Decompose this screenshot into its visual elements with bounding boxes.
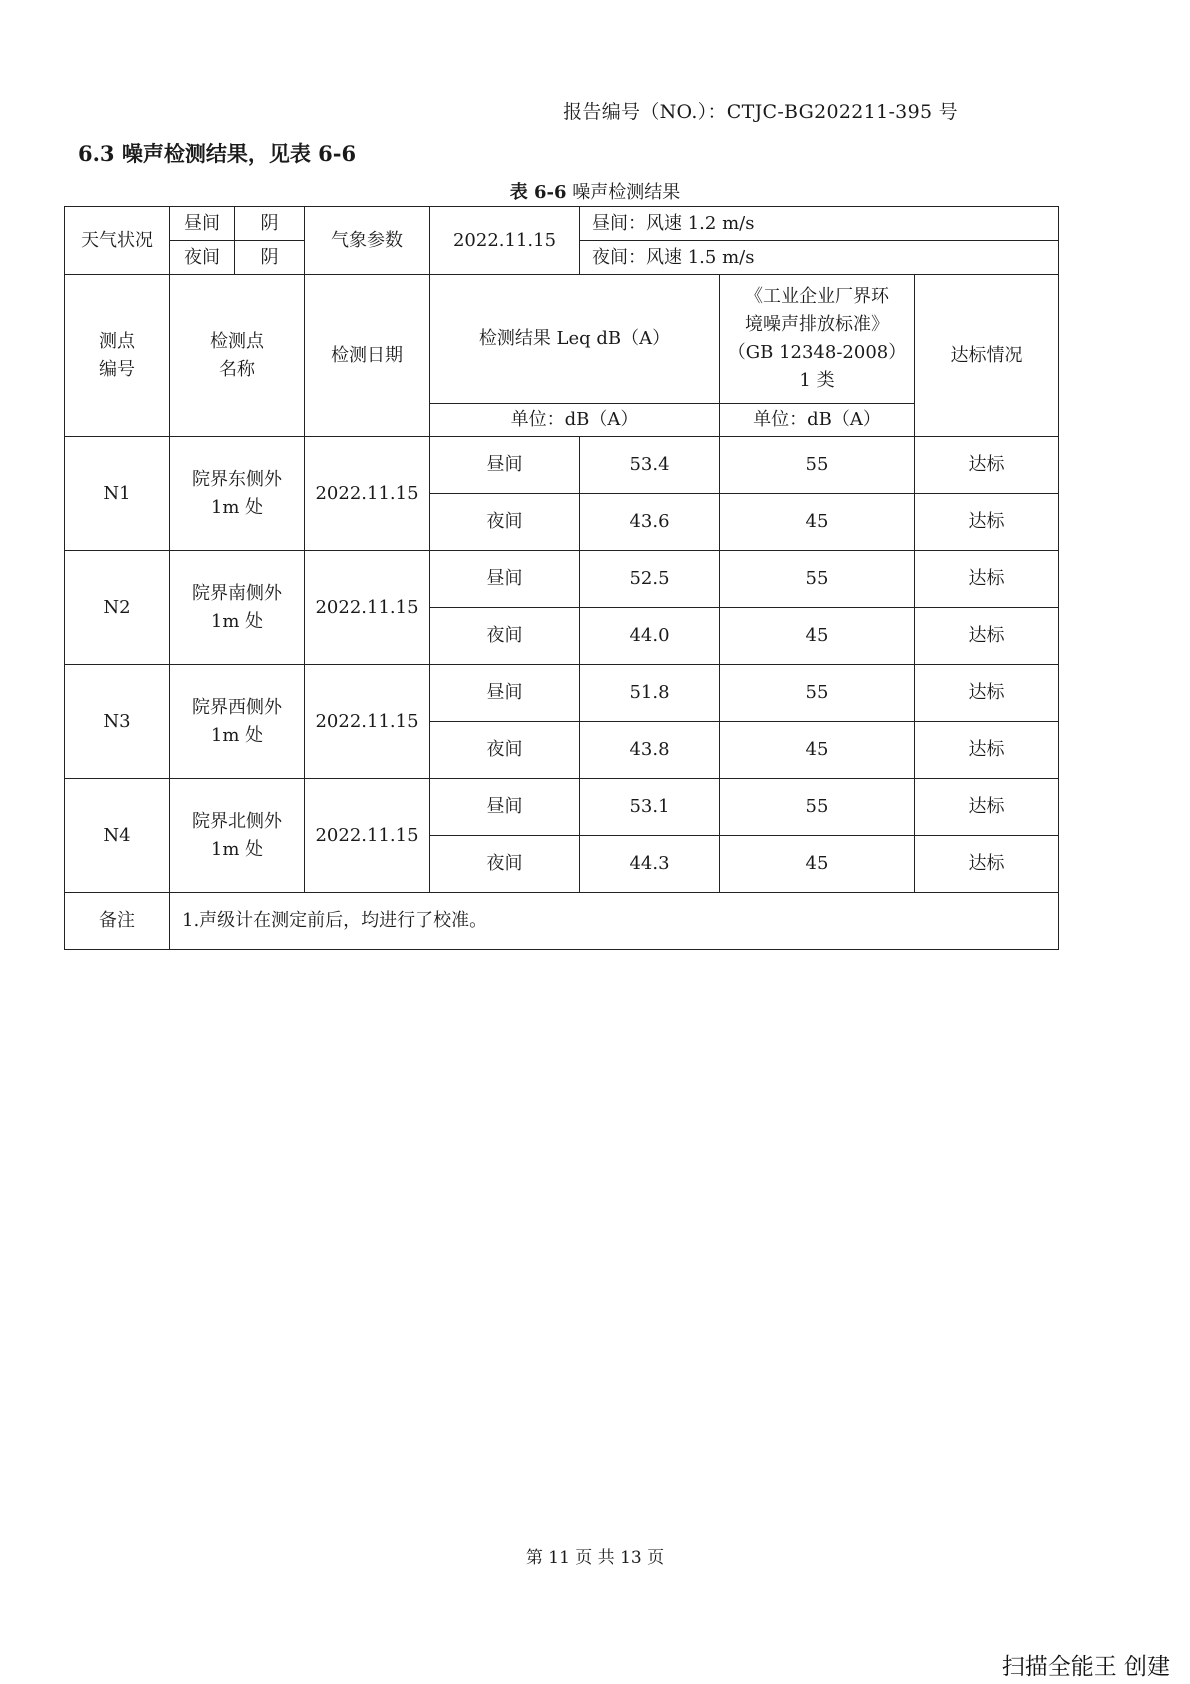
- unit-standard: 单位：dB（A）: [720, 404, 915, 437]
- page-footer: 第 11 页 共 13 页: [525, 1548, 665, 1568]
- table-caption: [0, 178, 1190, 204]
- limit-value: 45: [720, 608, 915, 665]
- weather-label: 天气状况: [65, 207, 170, 275]
- period-label: 夜间: [430, 722, 580, 779]
- remark-label: 备注: [65, 893, 170, 950]
- point-name: 院界东侧外 1m 处: [170, 437, 305, 551]
- measured-value: 53.4: [580, 437, 720, 494]
- day-wind: 昼间：风速 1.2 m/s: [580, 207, 1059, 241]
- header-compliance: 达标情况: [915, 275, 1059, 437]
- point-id: N2: [65, 551, 170, 665]
- measured-value: 53.1: [580, 779, 720, 836]
- table-row: [65, 437, 1059, 494]
- point-name: 院界北侧外 1m 处: [170, 779, 305, 893]
- night-wind: 夜间：风速 1.5 m/s: [580, 241, 1059, 275]
- remark-row: [65, 893, 1059, 950]
- limit-value: 45: [720, 836, 915, 893]
- measured-value: 44.0: [580, 608, 720, 665]
- period-label: 昼间: [430, 437, 580, 494]
- compliance-status: 达标: [915, 722, 1059, 779]
- weather-night-value: 阴: [235, 241, 305, 275]
- header-point-name: 检测点 名称: [170, 275, 305, 437]
- measured-value: 51.8: [580, 665, 720, 722]
- weather-night-label: 夜间: [170, 241, 235, 275]
- point-name: 院界南侧外 1m 处: [170, 551, 305, 665]
- compliance-status: 达标: [915, 665, 1059, 722]
- scanner-watermark: 扫描全能王 创建: [1001, 1654, 1170, 1680]
- header-result: 检测结果 Leq dB（A）: [430, 275, 720, 404]
- period-label: 昼间: [430, 779, 580, 836]
- compliance-status: 达标: [915, 779, 1059, 836]
- measured-value: 44.3: [580, 836, 720, 893]
- weather-day-label: 昼间: [170, 207, 235, 241]
- header-standard: 《工业企业厂界环 境噪声排放标准》 （GB 12348-2008） 1 类: [720, 275, 915, 404]
- period-label: 昼间: [430, 665, 580, 722]
- weather-day-value: 阴: [235, 207, 305, 241]
- point-date: 2022.11.15: [305, 665, 430, 779]
- point-date: 2022.11.15: [305, 551, 430, 665]
- measured-value: 43.6: [580, 494, 720, 551]
- remark-text: 1.声级计在测定前后，均进行了校准。: [170, 893, 1059, 950]
- measured-value: 52.5: [580, 551, 720, 608]
- compliance-status: 达标: [915, 551, 1059, 608]
- meteo-date: 2022.11.15: [430, 207, 580, 275]
- compliance-status: 达标: [915, 494, 1059, 551]
- compliance-status: 达标: [915, 608, 1059, 665]
- header-date: 检测日期: [305, 275, 430, 437]
- measured-value: 43.8: [580, 722, 720, 779]
- table-header-row: [65, 275, 1059, 404]
- header-point-no: 测点 编号: [65, 275, 170, 437]
- limit-value: 55: [720, 665, 915, 722]
- report-number: 报告编号（NO.）：CTJC-BG202211-395 号: [563, 101, 958, 123]
- limit-value: 55: [720, 779, 915, 836]
- table-row: [65, 551, 1059, 608]
- meteo-label: 气象参数: [305, 207, 430, 275]
- compliance-status: 达标: [915, 437, 1059, 494]
- limit-value: 45: [720, 722, 915, 779]
- table-row: [65, 665, 1059, 722]
- period-label: 夜间: [430, 836, 580, 893]
- table-caption-number: 表 6-6: [509, 182, 567, 203]
- section-title: 6.3 噪声检测结果，见表 6-6: [78, 141, 357, 166]
- limit-value: 55: [720, 437, 915, 494]
- unit-result: 单位：dB（A）: [430, 404, 720, 437]
- point-date: 2022.11.15: [305, 437, 430, 551]
- limit-value: 55: [720, 551, 915, 608]
- weather-row-day: [65, 207, 1059, 241]
- table-caption-title: 噪声检测结果: [572, 182, 681, 203]
- limit-value: 45: [720, 494, 915, 551]
- point-id: N3: [65, 665, 170, 779]
- point-name: 院界西侧外 1m 处: [170, 665, 305, 779]
- period-label: 昼间: [430, 551, 580, 608]
- point-id: N4: [65, 779, 170, 893]
- point-date: 2022.11.15: [305, 779, 430, 893]
- point-id: N1: [65, 437, 170, 551]
- noise-results-table: [64, 206, 1059, 950]
- table-row: [65, 779, 1059, 836]
- compliance-status: 达标: [915, 836, 1059, 893]
- period-label: 夜间: [430, 608, 580, 665]
- period-label: 夜间: [430, 494, 580, 551]
